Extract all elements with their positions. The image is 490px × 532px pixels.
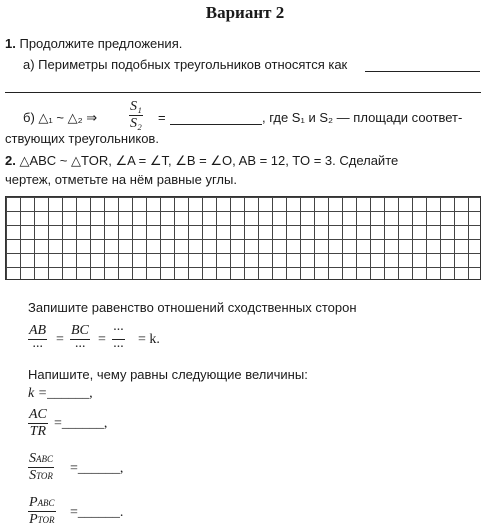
p-top-letter: P [29,495,38,510]
drawing-grid[interactable] [5,196,481,280]
p-top-sub: ABC [37,498,55,508]
k-answer[interactable]: k =______, [28,386,93,401]
fraction-bc [70,324,90,355]
task2-statement [5,153,398,169]
fraction-bottom [28,468,54,483]
ratio-end: = k. [138,332,160,347]
fraction-bottom[interactable]: ··· [74,340,86,355]
fraction-ab [28,324,47,355]
ac-tr-answer[interactable]: =______, [54,416,108,431]
fraction-s-abc-tor [28,452,54,483]
fraction-top: BC [71,323,89,338]
fraction-top: AB [29,323,47,338]
fraction-ac-tr [28,408,48,439]
task1-b-suffix2: ствующих треугольников. [5,131,159,146]
fraction-blank [112,324,125,355]
task2-statement-text: △ABC ~ △TOR, ∠A = ∠T, ∠B = ∠O, AB = 12, TO = 3. Сделайте [19,153,399,168]
s-ratio-answer[interactable]: =______, [70,461,124,476]
task1-header [5,36,182,51]
fraction-top: AC [29,407,47,422]
s-top-letter: S [29,451,36,466]
fraction-bottom [28,512,55,527]
task1-b-equals: = [158,110,166,125]
s-top-sub: ABC [36,454,53,464]
values-prompt: Напишите, чему равны следующие величины: [28,367,308,382]
p-ratio-answer[interactable]: =______. [70,505,124,520]
s-bottom-sub: TOR [36,471,53,481]
answer-line-b[interactable] [170,124,262,125]
answer-line-a2[interactable] [5,92,481,93]
fraction-bottom[interactable]: ··· [113,340,124,355]
task1-b-suffix: , где S₁ и S₂ — площади соответ- [262,110,463,125]
fraction-p-abc-tor [28,496,56,527]
page-title: Вариант 2 [205,3,285,22]
s-bottom-letter: S [29,468,37,483]
fraction-bottom[interactable]: ··· [32,340,43,355]
task2-number: 2. [5,153,16,168]
equals-sign: = [56,332,64,347]
task1-b-prefix: б) △₁ ~ △₂ ⇒ [23,110,98,125]
fraction-top: S₁ [130,99,142,114]
task1-a-text: а) Периметры подобных треугольников относятся как [23,57,348,72]
ratio-prompt: Запишите равенство отношений сходственных сторон [28,300,357,315]
p-bottom-letter: P [29,512,38,527]
equals-sign: = [98,332,106,347]
task2-statement2: чертеж, отметьте на нём равные углы. [5,172,237,187]
fraction-bottom: S₂ [130,116,142,131]
fraction-bottom: TR [29,424,47,439]
answer-line-a1[interactable] [365,71,480,72]
task1-intro: Продолжите предложения. [19,36,183,51]
fraction-top[interactable]: ··· [113,323,124,338]
fraction-top [28,496,56,511]
fraction-s1-s2 [129,100,143,131]
p-bottom-sub: TOR [37,515,55,525]
fraction-top [28,452,54,467]
task1-number: 1. [5,36,16,51]
